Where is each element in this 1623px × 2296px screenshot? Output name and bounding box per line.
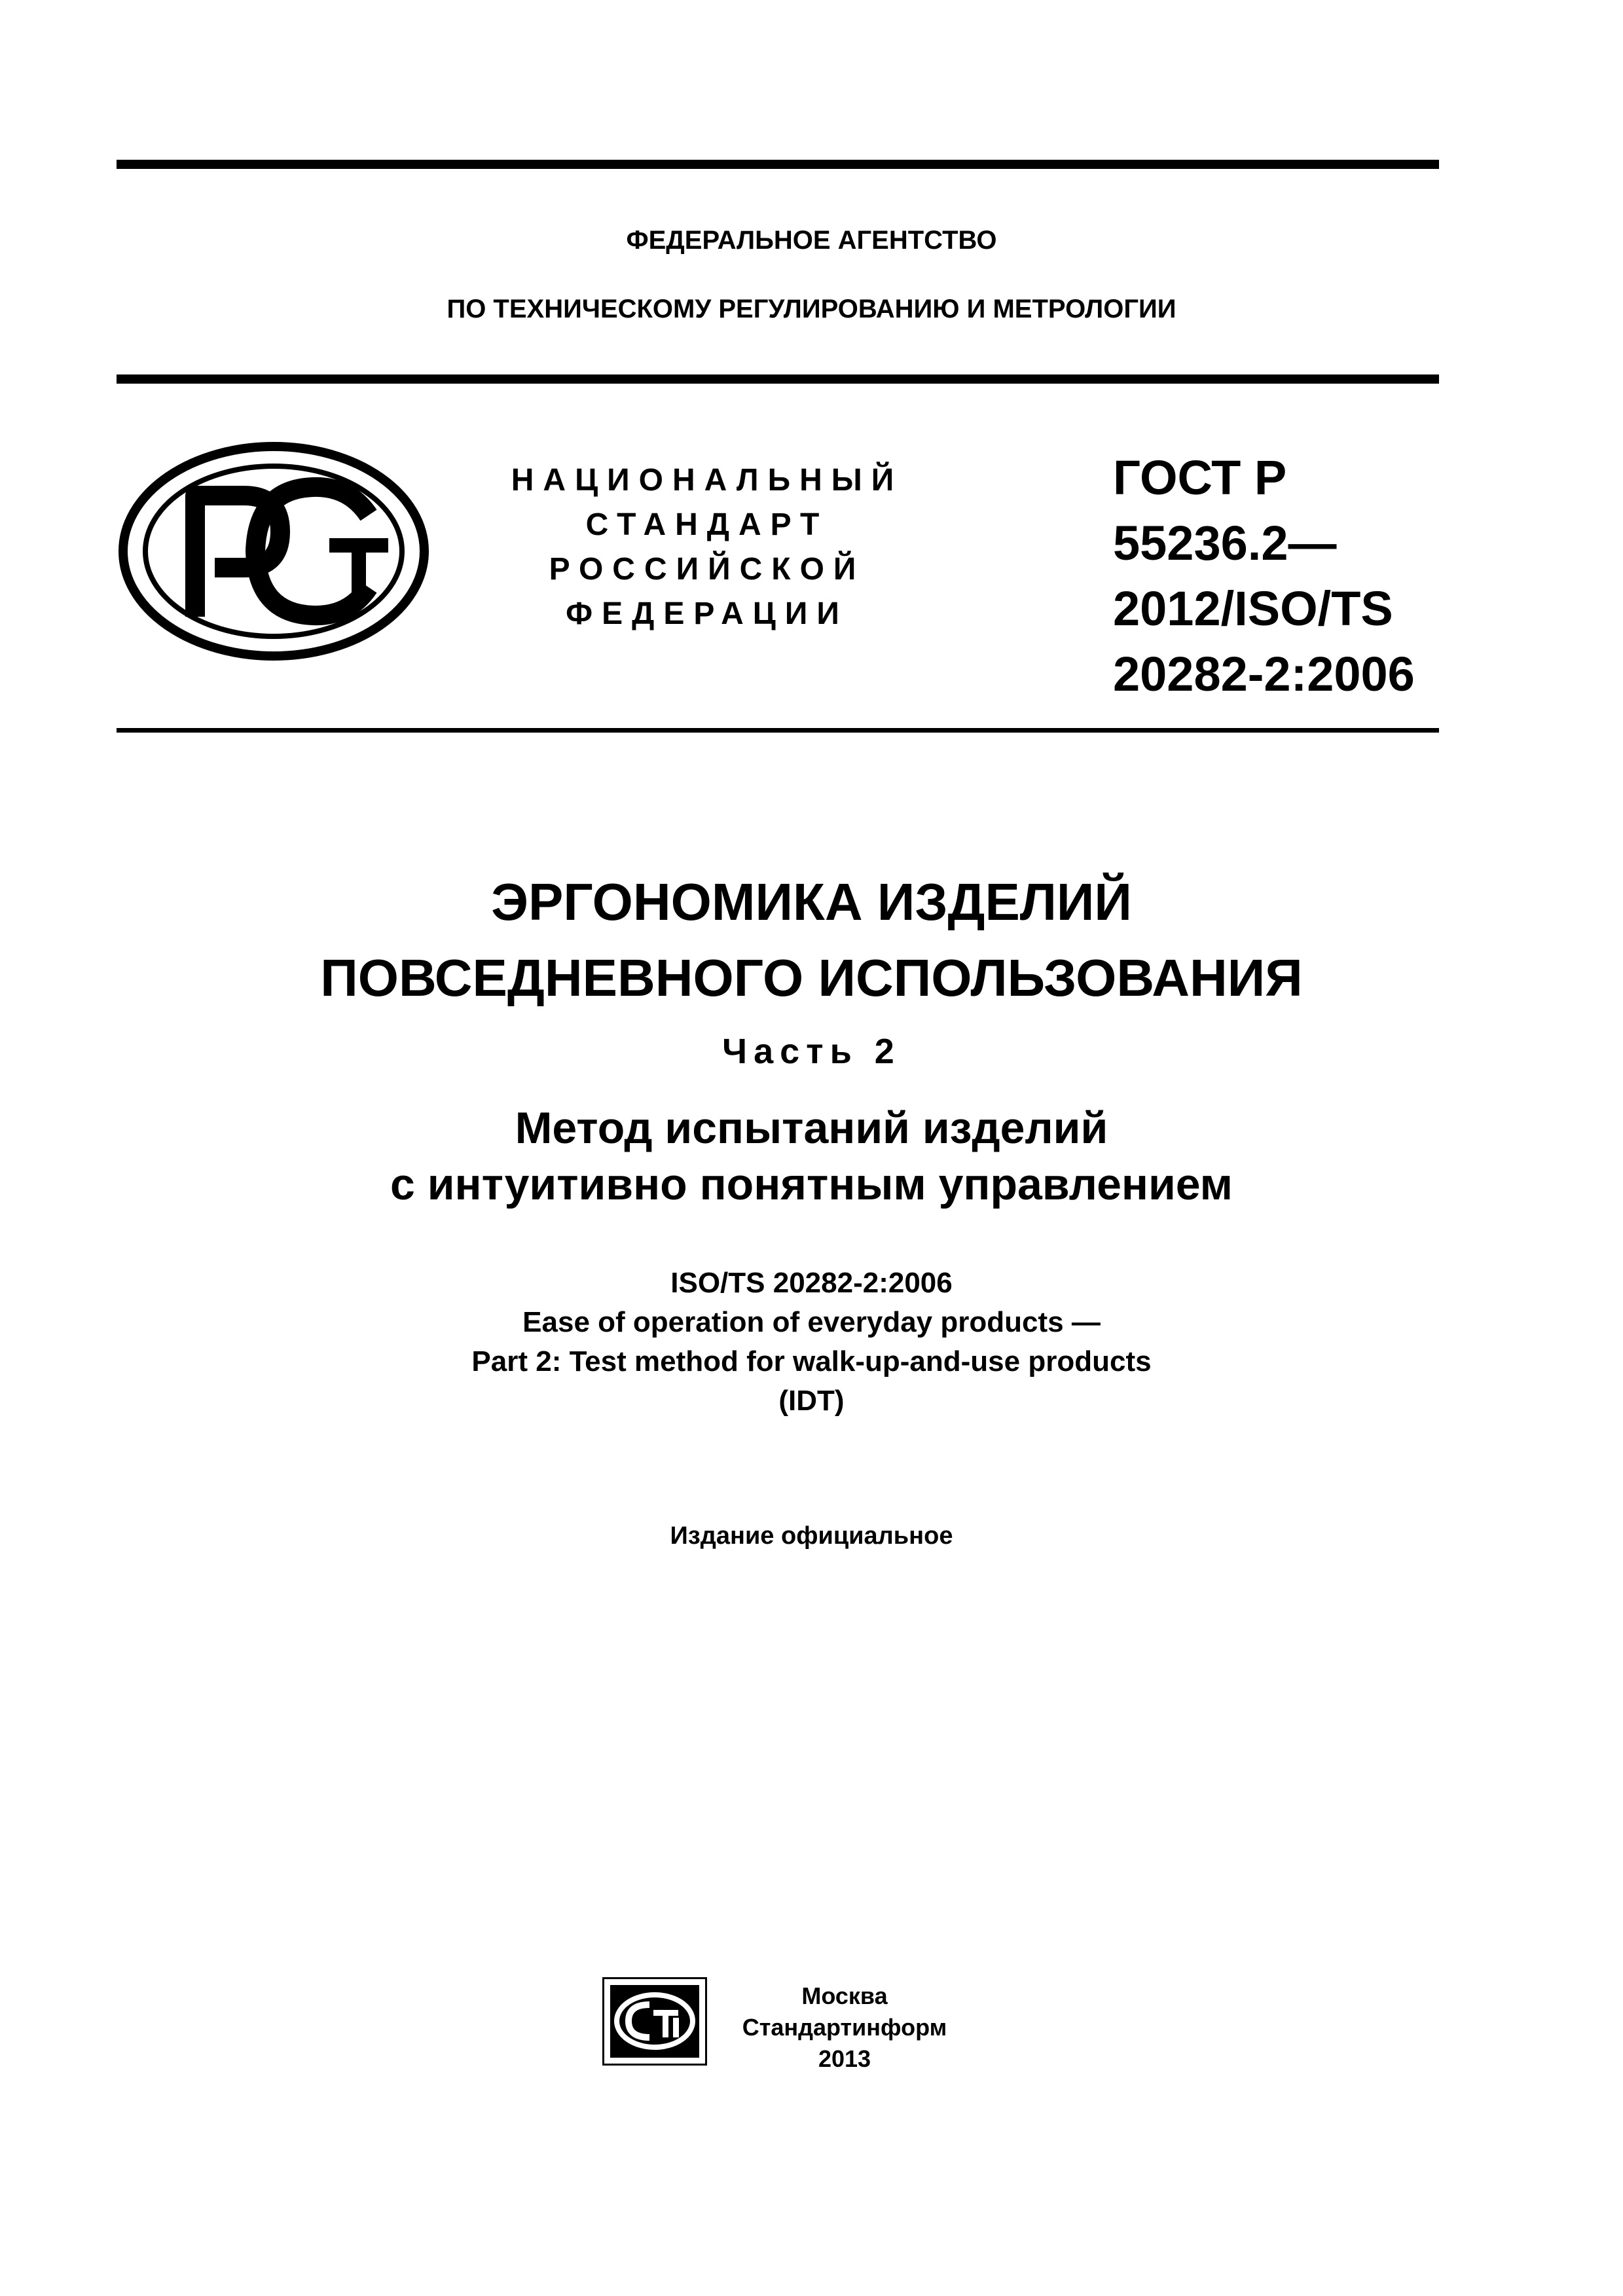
publisher-year: 2013 — [818, 2045, 871, 2072]
publisher-name: Стандартинформ — [742, 2014, 947, 2041]
subtitle-line-2: с интуитивно понятным управлением — [390, 1159, 1233, 1209]
rst-certification-mark-icon — [117, 440, 431, 663]
english-line-2: Ease of operation of everyday products — — [522, 1306, 1101, 1338]
document-subtitle — [0, 1100, 1623, 1212]
designation-line-4: 20282-2:2006 — [1113, 647, 1415, 701]
publisher-info — [727, 1980, 962, 2075]
publisher-city: Москва — [801, 1982, 888, 2009]
national-standard-line-3: РОССИЙСКОЙ — [549, 552, 866, 587]
title-line-2: ПОВСЕДНЕВНОГО ИСПОЛЬЗОВАНИЯ — [320, 949, 1303, 1007]
title-line-1: ЭРГОНОМИКА ИЗДЕЛИЙ — [491, 873, 1132, 931]
designation-rule — [117, 728, 1439, 733]
top-rule — [117, 160, 1439, 169]
standard-designation — [1113, 445, 1415, 707]
national-standard-label — [458, 458, 956, 636]
english-line-1: ISO/TS 20282-2:2006 — [670, 1267, 953, 1299]
english-line-4: (IDT) — [778, 1385, 845, 1417]
header-rule — [117, 374, 1439, 384]
document-title — [0, 864, 1623, 1016]
designation-line-1: ГОСТ Р — [1113, 450, 1287, 505]
national-standard-line-4: ФЕДЕРАЦИИ — [566, 596, 848, 631]
designation-line-3: 2012/ISO/TS — [1113, 581, 1393, 636]
national-standard-line-1: НАЦИОНАЛЬНЫЙ — [511, 463, 903, 498]
national-standard-line-2: СТАНДАРТ — [585, 507, 829, 542]
designation-line-2: 55236.2— — [1113, 516, 1337, 570]
agency-line-2: ПО ТЕХНИЧЕСКОМУ РЕГУЛИРОВАНИЮ И МЕТРОЛОГИИ — [447, 295, 1176, 323]
english-line-3: Part 2: Test method for walk-up-and-use products — [471, 1345, 1152, 1377]
part-number: Часть 2 — [722, 1032, 901, 1071]
agency-line-1: ФЕДЕРАЛЬНОЕ АГЕНТСТВО — [626, 226, 997, 255]
english-reference — [0, 1264, 1623, 1421]
standartinform-logo-icon — [602, 1977, 707, 2066]
subtitle-line-1: Метод испытаний изделий — [515, 1103, 1108, 1153]
official-edition: Издание официальное — [670, 1522, 953, 1550]
